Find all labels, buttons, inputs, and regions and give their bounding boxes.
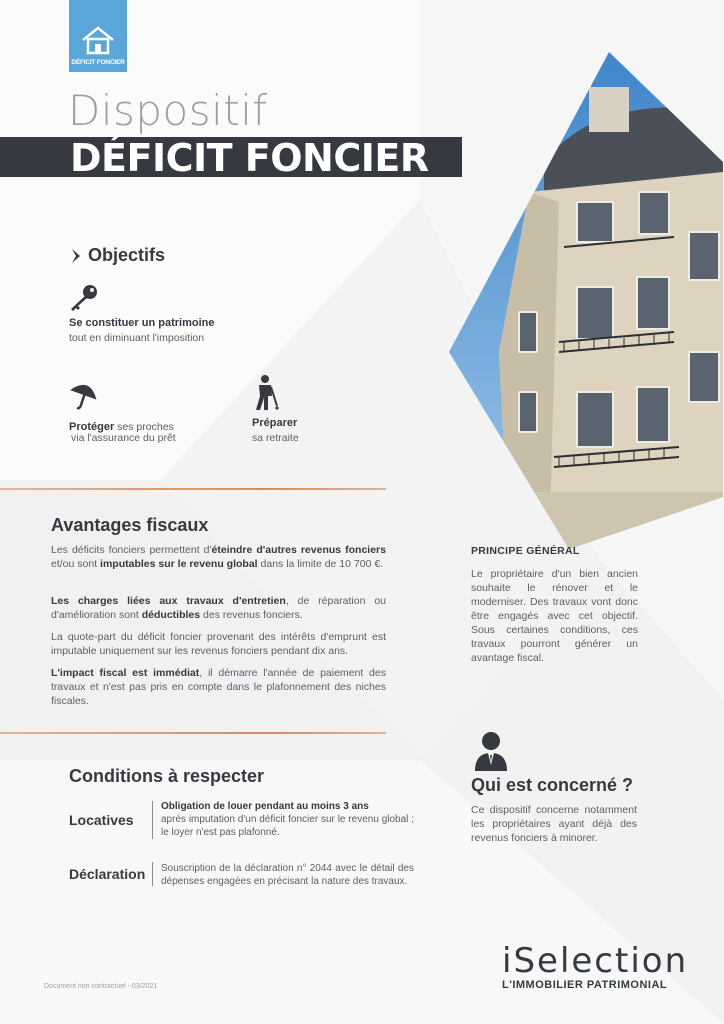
house-icon (80, 25, 116, 55)
objectifs-heading (70, 245, 165, 266)
objectifs-heading-text: Objectifs (88, 245, 166, 265)
p2-b: , de réparation ou d'amélioration sont (51, 595, 386, 621)
golfer-icon (250, 374, 280, 412)
key-icon (68, 283, 100, 313)
objectif-preparer-sub: sa retraite (252, 432, 299, 444)
objectif-patrimoine-title: Se constituer un patrimoine (69, 317, 215, 329)
p4-b: , il démarre l'année de paiement des travaux et n'est pas pris en compte dans le plafonnement des niches fiscales. (51, 667, 386, 707)
p1-c: et/ou sont (51, 558, 101, 570)
avantages-paragraph-2 (51, 594, 386, 622)
avantages-paragraph-4 (51, 666, 386, 708)
category-badge (69, 0, 127, 72)
qui-heading: Qui est concerné ? (471, 775, 634, 795)
condition-declaration-text: Souscription de la déclaration n° 2044 avec le détail des dépenses engagées en précisant la nature des travaux. (161, 863, 414, 887)
condition-locatives-text (161, 800, 414, 839)
chevron-right-icon (70, 248, 84, 264)
p1-b: éteindre d'autres revenus fonciers (211, 544, 386, 556)
p2-a: Les charges liées aux travaux d'entretien (51, 595, 286, 607)
p1-a: Les déficits fonciers permettent d' (51, 544, 212, 556)
objectif-proteger-strong: Protéger (69, 421, 115, 433)
conditions-heading: Conditions à respecter (69, 766, 265, 786)
brand-logo: iSelection (502, 941, 689, 981)
condition-divider (152, 801, 153, 839)
brand-tagline: L'IMMOBILIER PATRIMONIAL (502, 979, 668, 991)
avantages-heading: Avantages fiscaux (51, 515, 209, 535)
condition-divider (152, 862, 153, 886)
separator-bottom (0, 732, 386, 734)
locatives-strong: Obligation de louer pendant au moins 3 ans (161, 801, 369, 812)
businessman-icon (471, 731, 511, 771)
title-bold: DÉFICIT FONCIER (70, 136, 429, 180)
objectif-proteger-rest: ses proches (114, 421, 174, 433)
locatives-detail: après imputation d'un déficit foncier sur le revenu global ; le loyer n'est pas plafonné. (161, 814, 414, 838)
p2-d: des revenus fonciers. (200, 609, 303, 621)
p2-c: déductibles (141, 609, 201, 621)
objectif-patrimoine-sub: tout en diminuant l'imposition (69, 332, 205, 344)
separator-top (0, 488, 386, 490)
umbrella-icon (68, 381, 100, 411)
title-light: Dispositif (68, 86, 268, 135)
condition-declaration-label: Déclaration (69, 866, 146, 882)
principe-heading: PRINCIPE GÉNÉRAL (471, 545, 580, 557)
disclaimer: Document non contractuel - 03/2021 (44, 983, 158, 990)
condition-locatives-label: Locatives (69, 812, 134, 828)
badge-label: DÉFICIT FONCIER (71, 59, 125, 66)
p1-e: dans la limite de 10 700 €. (257, 558, 384, 570)
p1-d: imputables sur le revenu global (100, 558, 258, 570)
qui-text: Ce dispositif concerne notamment les propriétaires ayant déjà des revenus fonciers à minorer. (471, 804, 637, 844)
objectif-preparer-title: Préparer (252, 417, 298, 429)
principe-text: Le propriétaire d'un bien ancien souhaite le rénover et le moderniser. Des travaux vont donc être engagés avec cet objectif. Sous certaines conditions, ces travaux pourront générer un avantage fiscal. (471, 568, 638, 664)
avantages-paragraph-1 (51, 543, 386, 571)
p4-a: L'impact fiscal est immédiat (51, 667, 200, 679)
objectif-proteger-sub: via l'assurance du prêt (71, 432, 176, 444)
avantages-paragraph-3: La quote-part du déficit foncier provenant des intérêts d'emprunt est imputable uniquement sur les revenus fonciers pendant dix ans. (51, 631, 386, 657)
building-photo (449, 52, 723, 549)
